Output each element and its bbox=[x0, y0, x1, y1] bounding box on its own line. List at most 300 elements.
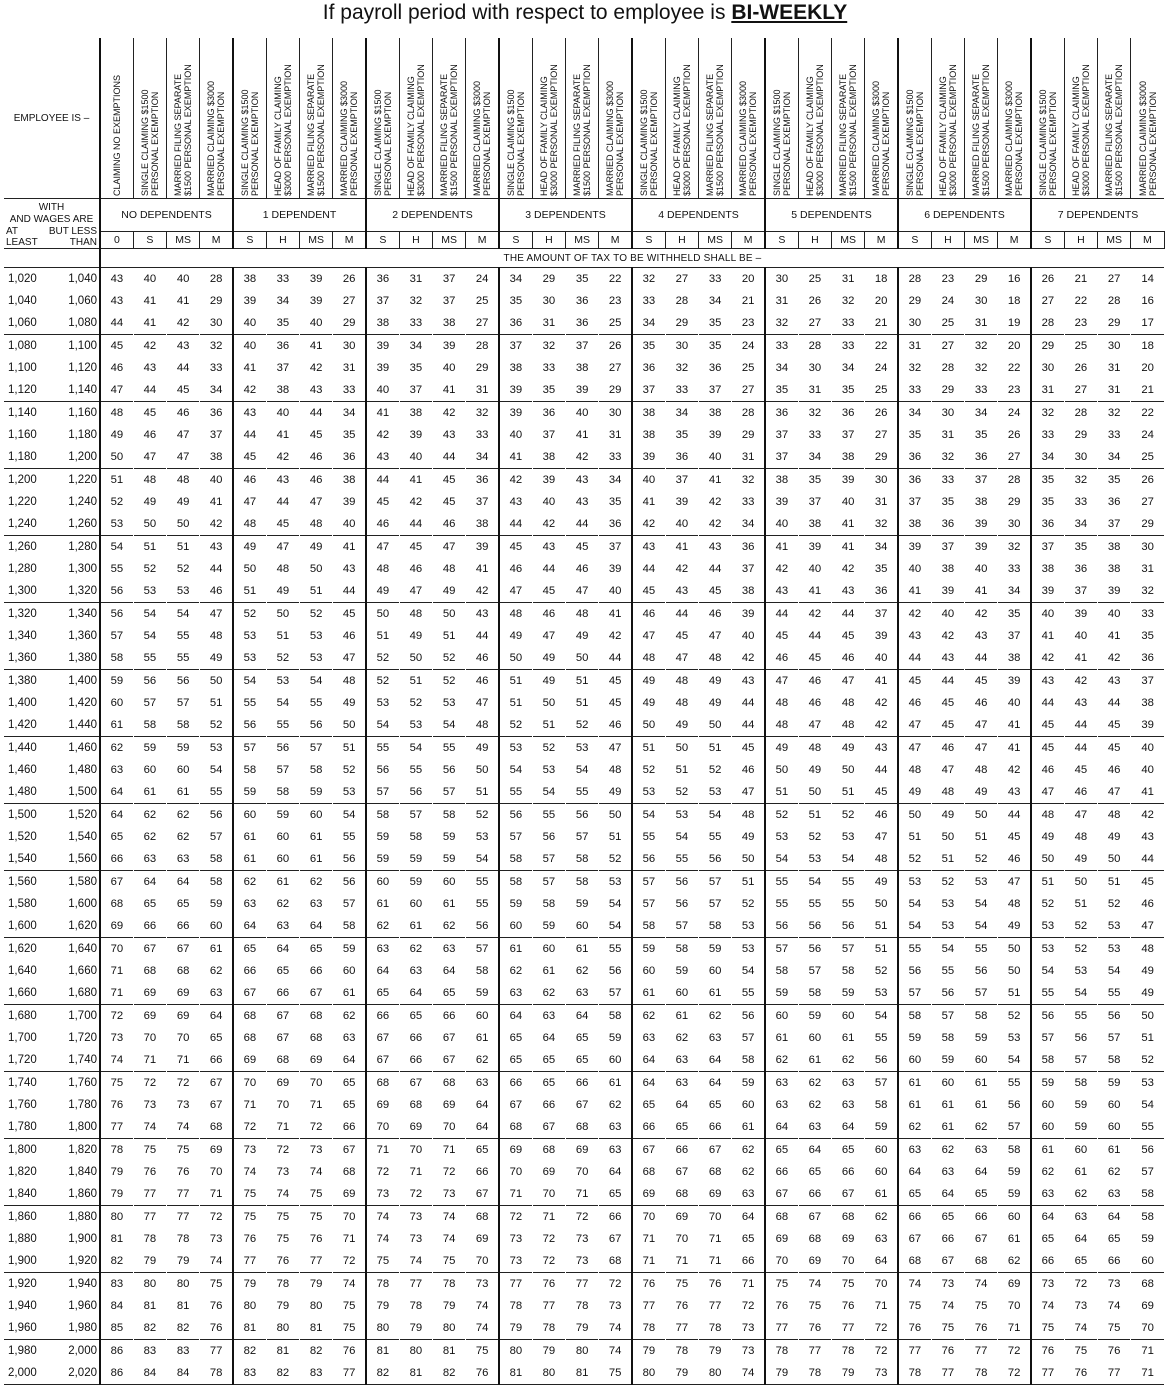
tax-amount: 55 bbox=[409, 764, 423, 776]
tax-amount: 24 bbox=[466, 268, 499, 291]
column-header-text: SINGLE CLAIMING $1500 PERSONAL EXEMPTION bbox=[372, 89, 393, 196]
tax-amount: 51 bbox=[1074, 898, 1088, 910]
wage-less-than: 1,220 bbox=[52, 469, 100, 492]
tax-amount: 46 bbox=[342, 630, 356, 642]
status-code: M bbox=[865, 232, 898, 249]
tax-amount: 41 bbox=[575, 429, 589, 441]
tax-amount: 18 bbox=[865, 268, 898, 291]
table-row bbox=[4, 1362, 1164, 1385]
tax-amount: 65 bbox=[532, 1072, 565, 1095]
tax-amount: 44 bbox=[741, 697, 755, 709]
tax-amount: 58 bbox=[276, 786, 290, 798]
tax-amount: 51 bbox=[133, 536, 166, 559]
tax-amount: 67 bbox=[167, 938, 200, 961]
tax-amount: 67 bbox=[133, 938, 166, 961]
tax-amount: 65 bbox=[276, 965, 290, 977]
tax-amount: 84 bbox=[100, 1295, 133, 1317]
tax-amount: 41 bbox=[699, 469, 732, 492]
tax-amount: 43 bbox=[233, 402, 266, 425]
tax-amount: 52 bbox=[209, 719, 223, 731]
tax-amount: 41 bbox=[665, 536, 698, 559]
tax-amount: 44 bbox=[1064, 737, 1097, 760]
tax-amount: 29 bbox=[941, 384, 955, 396]
tax-amount: 61 bbox=[974, 1099, 988, 1111]
wage-at-least: 1,760 bbox=[8, 1099, 37, 1111]
tax-amount: 57 bbox=[632, 893, 665, 915]
tax-amount: 34 bbox=[741, 518, 755, 530]
tax-amount: 34 bbox=[965, 402, 998, 425]
tax-amount: 66 bbox=[276, 987, 290, 999]
tax-amount: 78 bbox=[575, 1300, 589, 1312]
tax-amount: 26 bbox=[865, 402, 898, 425]
tax-amount: 34 bbox=[475, 451, 489, 463]
tax-amount: 68 bbox=[675, 1188, 689, 1200]
tax-amount: 37 bbox=[433, 268, 466, 291]
tax-amount: 31 bbox=[808, 384, 822, 396]
wage-less-than: 1,480 bbox=[68, 764, 97, 776]
tax-amount: 54 bbox=[974, 898, 988, 910]
tax-amount: 79 bbox=[575, 1322, 589, 1334]
tax-amount: 62 bbox=[176, 831, 190, 843]
tax-amount: 31 bbox=[1107, 362, 1121, 374]
tax-amount: 56 bbox=[566, 804, 599, 827]
tax-amount: 68 bbox=[898, 1250, 931, 1273]
tax-amount: 42 bbox=[366, 424, 399, 446]
tax-amount: 33 bbox=[632, 290, 665, 312]
tax-amount: 71 bbox=[708, 1255, 722, 1267]
tax-amount: 46 bbox=[798, 670, 831, 693]
tax-amount: 51 bbox=[475, 786, 489, 798]
tax-amount: 54 bbox=[608, 920, 622, 932]
tax-amount: 48 bbox=[1074, 831, 1088, 843]
tax-amount: 24 bbox=[998, 402, 1031, 425]
column-header bbox=[466, 38, 499, 199]
tax-amount: 64 bbox=[632, 1049, 665, 1072]
tax-amount: 50 bbox=[1131, 1005, 1164, 1028]
tax-amount: 53 bbox=[941, 898, 955, 910]
tax-amount: 39 bbox=[409, 429, 423, 441]
tax-amount: 33 bbox=[808, 429, 822, 441]
tax-amount: 39 bbox=[499, 379, 532, 402]
tax-amount: 59 bbox=[333, 938, 366, 961]
wage-at-least: 1,120 bbox=[8, 384, 37, 396]
tax-amount: 75 bbox=[233, 1183, 266, 1206]
tax-amount: 42 bbox=[1007, 764, 1021, 776]
tax-amount: 32 bbox=[409, 295, 423, 307]
tax-amount: 64 bbox=[1031, 1206, 1064, 1229]
tax-amount: 29 bbox=[965, 268, 998, 291]
tax-amount: 69 bbox=[765, 1228, 798, 1250]
tax-amount: 30 bbox=[1031, 357, 1064, 379]
tax-amount: 40 bbox=[309, 317, 323, 329]
tax-amount: 45 bbox=[941, 697, 955, 709]
tax-amount: 63 bbox=[832, 1072, 865, 1095]
tax-amount: 50 bbox=[741, 853, 755, 865]
tax-amount: 58 bbox=[233, 759, 266, 781]
tax-amount: 64 bbox=[100, 804, 133, 827]
tax-amount: 54 bbox=[475, 853, 489, 865]
tax-amount: 59 bbox=[575, 898, 589, 910]
tax-amount: 71 bbox=[575, 1188, 589, 1200]
tax-amount: 52 bbox=[100, 491, 133, 513]
tax-amount: 73 bbox=[442, 1188, 456, 1200]
tax-amount: 49 bbox=[233, 536, 266, 559]
wage-at-least: 1,420 bbox=[8, 719, 37, 731]
column-header-text: HEAD OF FAMILY CLAIMING $3000 PERSONAL EXEMPTION bbox=[804, 64, 825, 196]
tax-amount: 78 bbox=[708, 1322, 722, 1334]
tax-amount: 77 bbox=[965, 1340, 998, 1363]
tax-amount: 81 bbox=[176, 1300, 190, 1312]
table-row bbox=[4, 424, 1164, 446]
tax-amount: 64 bbox=[133, 871, 166, 894]
wage-at-least: 1,260 bbox=[4, 536, 52, 559]
tax-amount: 32 bbox=[965, 335, 998, 358]
tax-amount: 39 bbox=[1031, 580, 1064, 603]
tax-amount: 25 bbox=[798, 268, 831, 291]
tax-amount: 53 bbox=[475, 831, 489, 843]
tax-amount: 38 bbox=[1007, 652, 1021, 664]
tax-amount: 69 bbox=[665, 1206, 698, 1229]
tax-amount: 82 bbox=[143, 1322, 157, 1334]
tax-amount: 62 bbox=[1107, 1166, 1121, 1178]
tax-amount: 68 bbox=[575, 1121, 589, 1133]
tax-amount: 72 bbox=[1064, 1273, 1097, 1296]
tax-amount: 48 bbox=[841, 697, 855, 709]
tax-amount: 67 bbox=[542, 1121, 556, 1133]
table-row bbox=[4, 647, 1164, 670]
tax-amount: 21 bbox=[741, 295, 755, 307]
tax-amount: 54 bbox=[865, 1005, 898, 1028]
tax-amount: 41 bbox=[1107, 630, 1121, 642]
tax-amount: 66 bbox=[309, 965, 323, 977]
tax-amount: 52 bbox=[342, 764, 356, 776]
dependents-header: 6 DEPENDENTS bbox=[898, 199, 1031, 232]
tax-amount: 62 bbox=[276, 898, 290, 910]
amount-note: THE AMOUNT OF TAX TO BE WITHHELD SHALL BE – bbox=[100, 249, 1164, 268]
tax-amount: 51 bbox=[632, 737, 665, 760]
tax-amount: 39 bbox=[832, 469, 865, 492]
tax-amount: 74 bbox=[898, 1273, 931, 1296]
tax-amount: 45 bbox=[542, 585, 556, 597]
column-header-text: SINGLE CLAIMING $1500 PERSONAL EXEMPTION bbox=[638, 89, 659, 196]
tax-amount: 61 bbox=[442, 898, 456, 910]
tax-amount: 76 bbox=[143, 1166, 157, 1178]
tax-amount: 80 bbox=[276, 1322, 290, 1334]
tax-amount: 67 bbox=[974, 1233, 988, 1245]
tax-amount: 49 bbox=[532, 670, 565, 693]
tax-amount: 67 bbox=[233, 982, 266, 1005]
tax-amount: 62 bbox=[133, 804, 166, 827]
tax-amount: 54 bbox=[675, 831, 689, 843]
wage-less-than: 1,420 bbox=[68, 697, 97, 709]
tax-amount: 43 bbox=[699, 536, 732, 559]
tax-amount: 55 bbox=[841, 898, 855, 910]
tax-amount: 73 bbox=[865, 1362, 898, 1385]
tax-amount: 39 bbox=[366, 335, 399, 358]
tax-amount: 30 bbox=[1098, 335, 1131, 358]
tax-amount: 55 bbox=[675, 853, 689, 865]
tax-amount: 49 bbox=[442, 585, 456, 597]
tax-amount: 60 bbox=[1064, 1139, 1097, 1162]
tax-amount: 28 bbox=[1031, 312, 1064, 335]
tax-amount: 47 bbox=[499, 580, 532, 603]
tax-amount: 60 bbox=[300, 804, 333, 827]
tax-amount: 37 bbox=[499, 335, 532, 358]
tax-amount: 42 bbox=[309, 362, 323, 374]
tax-amount: 51 bbox=[566, 670, 599, 693]
tax-amount: 31 bbox=[1031, 379, 1064, 402]
tax-amount: 75 bbox=[342, 1322, 356, 1334]
tax-amount: 58 bbox=[708, 920, 722, 932]
tax-amount: 27 bbox=[1098, 268, 1131, 291]
tax-amount: 54 bbox=[1031, 960, 1064, 982]
tax-amount: 40 bbox=[608, 585, 622, 597]
tax-amount: 29 bbox=[1007, 496, 1021, 508]
tax-amount: 42 bbox=[475, 585, 489, 597]
tax-amount: 47 bbox=[366, 536, 399, 559]
table-row bbox=[4, 1340, 1164, 1363]
dependents-header: 3 DEPENDENTS bbox=[499, 199, 632, 232]
tax-amount: 65 bbox=[333, 1072, 366, 1095]
column-header bbox=[366, 38, 399, 199]
tax-amount: 33 bbox=[699, 268, 732, 291]
tax-amount: 29 bbox=[675, 317, 689, 329]
tax-amount: 70 bbox=[632, 1206, 665, 1229]
tax-amount: 66 bbox=[1031, 1250, 1064, 1273]
column-header-text: MARRIED CLAIMING $3000 PERSONAL EXEMPTION bbox=[1004, 80, 1025, 196]
tax-amount: 55 bbox=[1064, 1005, 1097, 1028]
wage-at-least: 1,140 bbox=[4, 402, 52, 425]
tax-amount: 73 bbox=[466, 1273, 499, 1296]
tax-amount: 78 bbox=[965, 1362, 998, 1385]
column-header-text: HEAD OF FAMILY CLAIMING $3000 PERSONAL EXEMPTION bbox=[272, 64, 293, 196]
tax-amount: 43 bbox=[499, 491, 532, 513]
tax-amount: 56 bbox=[542, 831, 556, 843]
tax-amount: 52 bbox=[233, 603, 266, 626]
tax-amount: 66 bbox=[475, 1166, 489, 1178]
tax-amount: 43 bbox=[898, 625, 931, 647]
tax-amount: 76 bbox=[209, 1322, 223, 1334]
tax-amount: 83 bbox=[133, 1340, 166, 1363]
tax-amount: 40 bbox=[1074, 630, 1088, 642]
tax-amount: 49 bbox=[466, 737, 499, 760]
tax-amount: 65 bbox=[974, 1188, 988, 1200]
tax-amount: 63 bbox=[233, 893, 266, 915]
tax-amount: 50 bbox=[874, 898, 888, 910]
tax-amount: 42 bbox=[632, 513, 665, 536]
tax-amount: 62 bbox=[765, 1049, 798, 1072]
tax-amount: 86 bbox=[100, 1340, 133, 1363]
tax-amount: 67 bbox=[798, 1206, 831, 1229]
column-header bbox=[266, 38, 299, 199]
tax-amount: 63 bbox=[675, 1054, 689, 1066]
tax-amount: 50 bbox=[599, 804, 632, 827]
tax-amount: 42 bbox=[499, 469, 532, 492]
tax-amount: 41 bbox=[632, 491, 665, 513]
tax-amount: 28 bbox=[941, 362, 955, 374]
tax-amount: 30 bbox=[765, 268, 798, 291]
wage-at-least: 1,100 bbox=[8, 362, 37, 374]
tax-amount: 50 bbox=[1031, 848, 1064, 871]
tax-amount: 49 bbox=[741, 831, 755, 843]
tax-amount: 65 bbox=[741, 1233, 755, 1245]
tax-amount: 69 bbox=[200, 1139, 233, 1162]
tax-amount: 37 bbox=[542, 429, 556, 441]
tax-amount: 74 bbox=[1031, 1295, 1064, 1317]
title-period: BI-WEEKLY bbox=[731, 1, 848, 24]
table-row bbox=[4, 1317, 1164, 1340]
tax-amount: 38 bbox=[765, 469, 798, 492]
tax-amount: 34 bbox=[665, 402, 698, 425]
tax-amount: 40 bbox=[808, 563, 822, 575]
table-row bbox=[4, 960, 1164, 982]
wage-less-than: 1,120 bbox=[68, 362, 97, 374]
tax-amount: 75 bbox=[342, 1300, 356, 1312]
tax-amount: 60 bbox=[499, 915, 532, 938]
tax-amount: 67 bbox=[442, 1054, 456, 1066]
tax-amount: 62 bbox=[675, 1032, 689, 1044]
tax-amount: 64 bbox=[675, 1099, 689, 1111]
tax-amount: 57 bbox=[143, 697, 157, 709]
tax-amount: 63 bbox=[632, 1027, 665, 1049]
tax-amount: 39 bbox=[998, 670, 1031, 693]
tax-amount: 20 bbox=[998, 335, 1031, 358]
tax-amount: 62 bbox=[1007, 1255, 1021, 1267]
tax-amount: 70 bbox=[300, 1072, 333, 1095]
tax-amount: 31 bbox=[608, 429, 622, 441]
tax-amount: 77 bbox=[499, 1273, 532, 1296]
tax-amount: 53 bbox=[1098, 938, 1131, 961]
tax-amount: 35 bbox=[1031, 491, 1064, 513]
wage-less-than: 1,360 bbox=[68, 630, 97, 642]
tax-amount: 41 bbox=[209, 496, 223, 508]
status-code: S bbox=[233, 232, 266, 249]
tax-amount: 67 bbox=[200, 1072, 233, 1095]
tax-amount: 43 bbox=[309, 384, 323, 396]
tax-amount: 64 bbox=[1098, 1206, 1131, 1229]
tax-amount: 57 bbox=[865, 1072, 898, 1095]
tax-amount: 37 bbox=[209, 429, 223, 441]
tax-amount: 54 bbox=[100, 536, 133, 559]
tax-amount: 78 bbox=[765, 1340, 798, 1363]
tax-amount: 40 bbox=[499, 424, 532, 446]
wage-less-than: 1,280 bbox=[52, 536, 100, 559]
tax-amount: 79 bbox=[143, 1255, 157, 1267]
tax-amount: 42 bbox=[209, 518, 223, 530]
tax-amount: 77 bbox=[798, 1340, 831, 1363]
tax-amount: 76 bbox=[808, 1322, 822, 1334]
wage-at-least: 1,200 bbox=[4, 469, 52, 492]
tax-amount: 71 bbox=[409, 1166, 423, 1178]
tax-amount: 55 bbox=[575, 786, 589, 798]
tax-amount: 30 bbox=[931, 402, 964, 425]
tax-amount: 64 bbox=[608, 1166, 622, 1178]
tax-amount: 37 bbox=[442, 295, 456, 307]
tax-amount: 54 bbox=[276, 697, 290, 709]
wage-at-least: 1,980 bbox=[4, 1340, 52, 1363]
tax-amount: 33 bbox=[931, 469, 964, 492]
wage-at-least: 1,620 bbox=[4, 938, 52, 961]
tax-amount: 57 bbox=[233, 737, 266, 760]
wage-at-least: 1,600 bbox=[8, 920, 37, 932]
tax-amount: 55 bbox=[233, 692, 266, 714]
tax-amount: 57 bbox=[209, 831, 223, 843]
tax-amount: 52 bbox=[143, 563, 157, 575]
tax-amount: 57 bbox=[276, 764, 290, 776]
tax-amount: 28 bbox=[1107, 295, 1121, 307]
tax-amount: 58 bbox=[874, 1099, 888, 1111]
tax-amount: 70 bbox=[841, 1255, 855, 1267]
tax-amount: 37 bbox=[632, 379, 665, 402]
tax-amount: 66 bbox=[599, 1206, 632, 1229]
tax-amount: 49 bbox=[409, 630, 423, 642]
column-header-text: SINGLE CLAIMING $1500 PERSONAL EXEMPTION bbox=[239, 89, 260, 196]
tax-amount: 52 bbox=[366, 647, 399, 670]
tax-amount: 29 bbox=[475, 362, 489, 374]
tax-amount: 42 bbox=[874, 697, 888, 709]
column-header-text: MARRIED CLAIMING $3000 PERSONAL EXEMPTION bbox=[1137, 80, 1158, 196]
tax-amount: 38 bbox=[1141, 697, 1154, 709]
tax-amount: 59 bbox=[675, 965, 689, 977]
wage-less-than: 1,940 bbox=[52, 1273, 100, 1296]
table-row bbox=[4, 1116, 1164, 1139]
tax-amount: 78 bbox=[542, 1322, 556, 1334]
tax-amount: 44 bbox=[1107, 697, 1121, 709]
tax-amount: 43 bbox=[167, 335, 200, 358]
tax-amount: 75 bbox=[1107, 1322, 1121, 1334]
tax-amount: 61 bbox=[499, 938, 532, 961]
column-header bbox=[1098, 38, 1131, 199]
tax-amount: 21 bbox=[874, 317, 888, 329]
tax-amount: 66 bbox=[632, 1116, 665, 1139]
tax-amount: 31 bbox=[399, 268, 432, 291]
tax-amount: 30 bbox=[865, 469, 898, 492]
tax-amount: 68 bbox=[499, 1116, 532, 1139]
tax-amount: 45 bbox=[1074, 764, 1088, 776]
column-header bbox=[865, 38, 898, 199]
tax-amount: 55 bbox=[708, 831, 722, 843]
column-header bbox=[399, 38, 432, 199]
tax-amount: 51 bbox=[1031, 871, 1064, 894]
tax-amount: 37 bbox=[1031, 536, 1064, 559]
tax-amount: 35 bbox=[542, 384, 556, 396]
tax-amount: 62 bbox=[608, 1099, 622, 1111]
table-row bbox=[4, 536, 1164, 559]
status-code: MS bbox=[300, 232, 333, 249]
table-row bbox=[4, 804, 1164, 827]
tax-amount: 55 bbox=[998, 1072, 1031, 1095]
tax-amount: 54 bbox=[898, 915, 931, 938]
tax-amount: 32 bbox=[874, 518, 888, 530]
tax-amount: 48 bbox=[708, 652, 722, 664]
table-row bbox=[4, 692, 1164, 714]
tax-amount: 76 bbox=[276, 1255, 290, 1267]
tax-amount: 41 bbox=[998, 737, 1031, 760]
tax-amount: 45 bbox=[566, 536, 599, 559]
tax-amount: 25 bbox=[941, 317, 955, 329]
tax-amount: 41 bbox=[599, 603, 632, 626]
wages-header bbox=[4, 199, 100, 249]
tax-amount: 35 bbox=[608, 496, 622, 508]
tax-amount: 60 bbox=[808, 1032, 822, 1044]
tax-amount: 30 bbox=[808, 362, 822, 374]
tax-amount: 25 bbox=[874, 384, 888, 396]
tax-amount: 63 bbox=[276, 920, 290, 932]
tax-amount: 39 bbox=[941, 585, 955, 597]
tax-amount: 42 bbox=[741, 652, 755, 664]
tax-amount: 60 bbox=[874, 1166, 888, 1178]
tax-amount: 37 bbox=[708, 384, 722, 396]
